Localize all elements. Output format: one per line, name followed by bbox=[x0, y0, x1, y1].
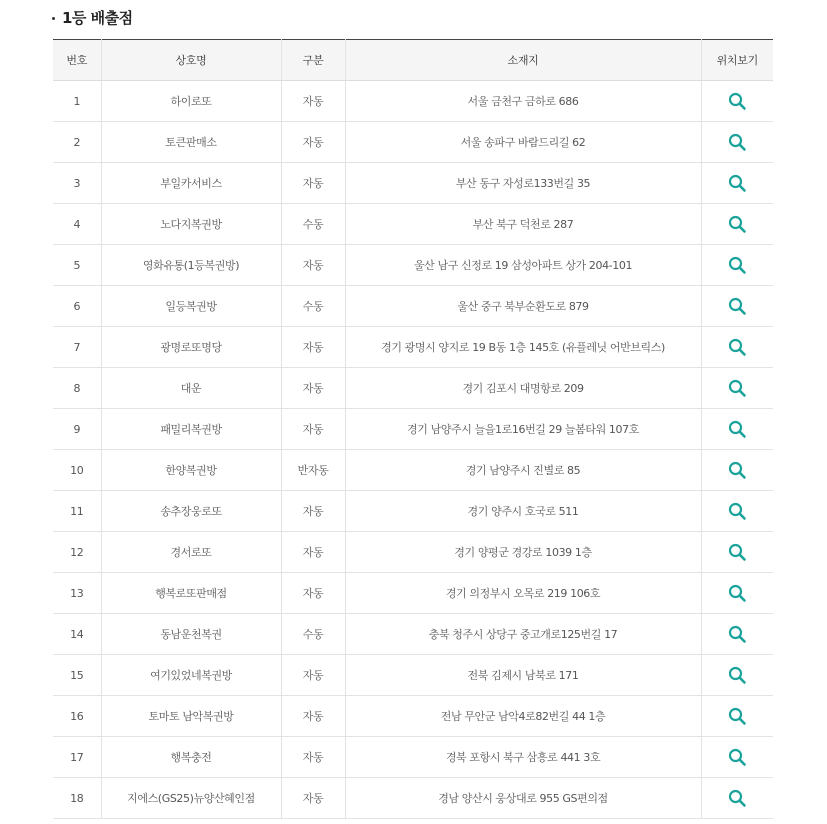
table-row bbox=[53, 81, 773, 122]
cell-type: 수동 bbox=[281, 204, 345, 245]
table-row bbox=[53, 532, 773, 573]
view-location-button[interactable] bbox=[726, 746, 748, 768]
cell-view-location bbox=[701, 81, 773, 122]
cell-address: 울산 중구 북부순환도로 879 bbox=[345, 286, 701, 327]
search-icon bbox=[726, 746, 748, 768]
cell-store-name: 경서로또 bbox=[101, 532, 281, 573]
search-icon bbox=[726, 705, 748, 727]
cell-number: 11 bbox=[53, 491, 101, 532]
cell-address: 경남 양산시 웅상대로 955 GS편의점 bbox=[345, 778, 701, 819]
cell-store-name: 지에스(GS25)뉴양산혜인점 bbox=[101, 778, 281, 819]
cell-address: 서울 송파구 바람드리길 62 bbox=[345, 122, 701, 163]
view-location-button[interactable] bbox=[726, 541, 748, 563]
cell-number: 14 bbox=[53, 614, 101, 655]
table-row bbox=[53, 409, 773, 450]
cell-number: 7 bbox=[53, 327, 101, 368]
cell-store-name: 송추장웅로또 bbox=[101, 491, 281, 532]
cell-number: 8 bbox=[53, 368, 101, 409]
cell-store-name: 행복로또판매점 bbox=[101, 573, 281, 614]
section-heading bbox=[52, 5, 133, 29]
cell-view-location bbox=[701, 737, 773, 778]
cell-type: 자동 bbox=[281, 368, 345, 409]
view-location-button[interactable] bbox=[726, 705, 748, 727]
page-title: 1등 배출점 bbox=[62, 8, 133, 27]
cell-number: 6 bbox=[53, 286, 101, 327]
cell-store-name: 노다지복권방 bbox=[101, 204, 281, 245]
search-icon bbox=[726, 172, 748, 194]
cell-store-name: 토큰판매소 bbox=[101, 122, 281, 163]
view-location-button[interactable] bbox=[726, 500, 748, 522]
search-icon bbox=[726, 213, 748, 235]
cell-type: 자동 bbox=[281, 532, 345, 573]
cell-type: 자동 bbox=[281, 573, 345, 614]
search-icon bbox=[726, 377, 748, 399]
view-location-button[interactable] bbox=[726, 90, 748, 112]
cell-address: 경기 양평군 경강로 1039 1층 bbox=[345, 532, 701, 573]
cell-address: 전북 김제시 남북로 171 bbox=[345, 655, 701, 696]
cell-type: 자동 bbox=[281, 122, 345, 163]
view-location-button[interactable] bbox=[726, 295, 748, 317]
search-icon bbox=[726, 418, 748, 440]
cell-view-location bbox=[701, 778, 773, 819]
view-location-button[interactable] bbox=[726, 664, 748, 686]
cell-store-name: 하이로또 bbox=[101, 81, 281, 122]
search-icon bbox=[726, 295, 748, 317]
search-icon bbox=[726, 664, 748, 686]
cell-store-name: 패밀리복권방 bbox=[101, 409, 281, 450]
cell-address: 충북 청주시 상당구 중고개로125번길 17 bbox=[345, 614, 701, 655]
cell-store-name: 여기있었네복권방 bbox=[101, 655, 281, 696]
cell-number: 2 bbox=[53, 122, 101, 163]
table-row bbox=[53, 778, 773, 819]
table-row bbox=[53, 655, 773, 696]
cell-view-location bbox=[701, 696, 773, 737]
view-location-button[interactable] bbox=[726, 418, 748, 440]
cell-view-location bbox=[701, 614, 773, 655]
cell-view-location bbox=[701, 122, 773, 163]
cell-address: 울산 남구 신정로 19 삼성아파트 상가 204-101 bbox=[345, 245, 701, 286]
view-location-button[interactable] bbox=[726, 172, 748, 194]
view-location-button[interactable] bbox=[726, 336, 748, 358]
column-header-number: 번호 bbox=[53, 40, 101, 81]
cell-number: 12 bbox=[53, 532, 101, 573]
table-row bbox=[53, 122, 773, 163]
view-location-button[interactable] bbox=[726, 131, 748, 153]
cell-view-location bbox=[701, 245, 773, 286]
search-icon bbox=[726, 90, 748, 112]
cell-type: 자동 bbox=[281, 163, 345, 204]
view-location-button[interactable] bbox=[726, 623, 748, 645]
table-header-row bbox=[53, 40, 773, 81]
cell-address: 경북 포항시 북구 삼흥로 441 3호 bbox=[345, 737, 701, 778]
search-icon bbox=[726, 336, 748, 358]
search-icon bbox=[726, 582, 748, 604]
cell-view-location bbox=[701, 204, 773, 245]
cell-view-location bbox=[701, 655, 773, 696]
cell-address: 경기 양주시 호국로 511 bbox=[345, 491, 701, 532]
cell-type: 자동 bbox=[281, 655, 345, 696]
cell-type: 자동 bbox=[281, 778, 345, 819]
view-location-button[interactable] bbox=[726, 787, 748, 809]
cell-address: 경기 의정부시 오목로 219 106호 bbox=[345, 573, 701, 614]
column-header-view-location: 위치보기 bbox=[701, 40, 773, 81]
table-row bbox=[53, 245, 773, 286]
cell-address: 부산 동구 자성로133번길 35 bbox=[345, 163, 701, 204]
cell-number: 9 bbox=[53, 409, 101, 450]
cell-store-name: 부일카서비스 bbox=[101, 163, 281, 204]
table-row bbox=[53, 286, 773, 327]
cell-number: 18 bbox=[53, 778, 101, 819]
table-row bbox=[53, 163, 773, 204]
search-icon bbox=[726, 131, 748, 153]
cell-address: 경기 김포시 대명항로 209 bbox=[345, 368, 701, 409]
view-location-button[interactable] bbox=[726, 459, 748, 481]
cell-type: 수동 bbox=[281, 286, 345, 327]
table-row bbox=[53, 737, 773, 778]
cell-type: 수동 bbox=[281, 614, 345, 655]
cell-store-name: 동남운천복권 bbox=[101, 614, 281, 655]
cell-address: 전남 무안군 남악4로82번길 44 1층 bbox=[345, 696, 701, 737]
cell-view-location bbox=[701, 409, 773, 450]
cell-type: 자동 bbox=[281, 491, 345, 532]
search-icon bbox=[726, 787, 748, 809]
table-row bbox=[53, 204, 773, 245]
column-header-address: 소재지 bbox=[345, 40, 701, 81]
view-location-button[interactable] bbox=[726, 213, 748, 235]
cell-view-location bbox=[701, 450, 773, 491]
table-row bbox=[53, 327, 773, 368]
cell-type: 반자동 bbox=[281, 450, 345, 491]
cell-view-location bbox=[701, 327, 773, 368]
cell-type: 자동 bbox=[281, 81, 345, 122]
cell-store-name: 일등복권방 bbox=[101, 286, 281, 327]
bullet-dot bbox=[52, 17, 55, 20]
cell-number: 16 bbox=[53, 696, 101, 737]
cell-store-name: 한양복권방 bbox=[101, 450, 281, 491]
cell-store-name: 광명로또명당 bbox=[101, 327, 281, 368]
cell-type: 자동 bbox=[281, 696, 345, 737]
view-location-button[interactable] bbox=[726, 377, 748, 399]
cell-store-name: 토마토 남악복권방 bbox=[101, 696, 281, 737]
cell-type: 자동 bbox=[281, 327, 345, 368]
cell-address: 부산 북구 덕천로 287 bbox=[345, 204, 701, 245]
search-icon bbox=[726, 541, 748, 563]
cell-view-location bbox=[701, 573, 773, 614]
table-row bbox=[53, 614, 773, 655]
search-icon bbox=[726, 623, 748, 645]
cell-number: 15 bbox=[53, 655, 101, 696]
cell-number: 1 bbox=[53, 81, 101, 122]
table-row bbox=[53, 450, 773, 491]
cell-type: 자동 bbox=[281, 245, 345, 286]
search-icon bbox=[726, 459, 748, 481]
cell-view-location bbox=[701, 532, 773, 573]
cell-number: 3 bbox=[53, 163, 101, 204]
cell-number: 4 bbox=[53, 204, 101, 245]
cell-address: 경기 남양주시 늘을1로16번길 29 늘봄타워 107호 bbox=[345, 409, 701, 450]
cell-view-location bbox=[701, 286, 773, 327]
cell-store-name: 행복충전 bbox=[101, 737, 281, 778]
view-location-button[interactable] bbox=[726, 254, 748, 276]
cell-address: 경기 남양주시 진별로 85 bbox=[345, 450, 701, 491]
cell-type: 자동 bbox=[281, 737, 345, 778]
column-header-type: 구분 bbox=[281, 40, 345, 81]
cell-store-name: 영화유통(1등복권방) bbox=[101, 245, 281, 286]
cell-number: 17 bbox=[53, 737, 101, 778]
cell-address: 경기 광명시 양지로 19 B동 1층 145호 (유플레닛 어반브릭스) bbox=[345, 327, 701, 368]
cell-view-location bbox=[701, 491, 773, 532]
table-row bbox=[53, 573, 773, 614]
view-location-button[interactable] bbox=[726, 582, 748, 604]
cell-type: 자동 bbox=[281, 409, 345, 450]
table-row bbox=[53, 696, 773, 737]
cell-view-location bbox=[701, 368, 773, 409]
cell-address: 서울 금천구 금하로 686 bbox=[345, 81, 701, 122]
table-body bbox=[53, 81, 773, 819]
search-icon bbox=[726, 254, 748, 276]
column-header-store-name: 상호명 bbox=[101, 40, 281, 81]
cell-view-location bbox=[701, 163, 773, 204]
winning-stores-table bbox=[53, 39, 773, 819]
table-row bbox=[53, 491, 773, 532]
search-icon bbox=[726, 500, 748, 522]
cell-number: 10 bbox=[53, 450, 101, 491]
table-row bbox=[53, 368, 773, 409]
cell-store-name: 대운 bbox=[101, 368, 281, 409]
cell-number: 5 bbox=[53, 245, 101, 286]
cell-number: 13 bbox=[53, 573, 101, 614]
